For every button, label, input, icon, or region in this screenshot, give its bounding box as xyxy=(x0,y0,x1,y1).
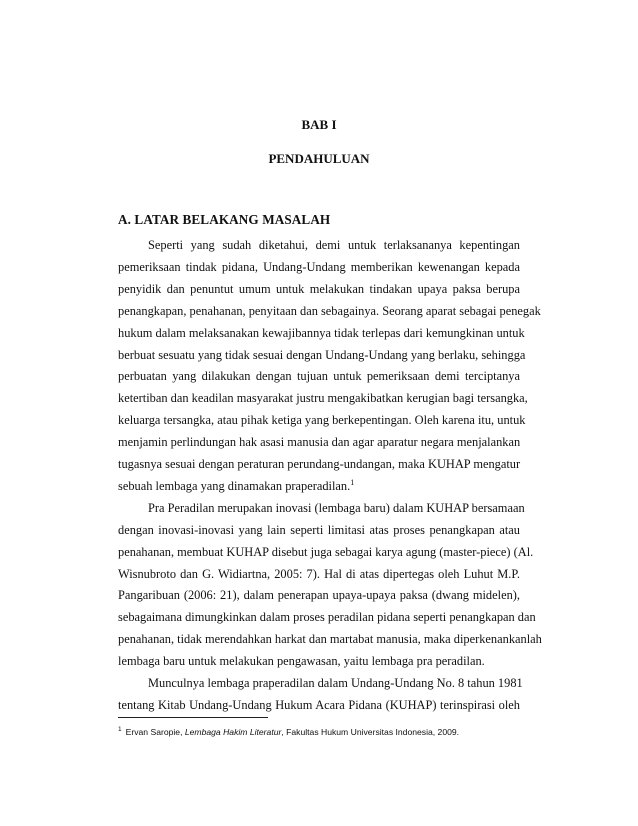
paragraph-line: perbuatan yang dilakukan dengan tujuan untuk pemeriksaan demi terciptanya xyxy=(118,369,520,384)
paragraph-line: dengan inovasi-inovasi yang lain seperti limitasi atas proses penangkapan atau xyxy=(118,522,520,537)
footnote-separator xyxy=(118,717,268,718)
paragraph-line: penahanan, tidak merendahkan harkat dan martabat manusia, maka diperkenankanlah xyxy=(118,632,542,647)
paragraph-line: pemeriksaan tindak pidana, Undang-Undang memberikan kewenangan kepada xyxy=(118,259,520,274)
footnote-author: Ervan Saropie, xyxy=(125,727,185,737)
footnote xyxy=(118,727,459,737)
paragraph-last-line xyxy=(118,478,520,494)
paragraph-line: penahanan, membuat KUHAP disebut juga sebagai karya agung (master-piece) (Al. xyxy=(118,544,534,559)
footnote-reference: 1 xyxy=(350,477,355,487)
section-heading: A. LATAR BELAKANG MASALAH xyxy=(118,212,331,227)
chapter-title: PENDAHULUAN xyxy=(268,151,370,166)
paragraph-line: Pangaribuan (2006: 21), dalam penerapan upaya-upaya paksa (dwang midelen), xyxy=(118,588,520,603)
paragraph-line-text: sebuah lembaga yang dinamakan praperadilan. xyxy=(118,478,351,493)
footnote-rest: , Fakultas Hukum Universitas Indonesia, 2009. xyxy=(281,727,460,737)
paragraph-line: ketertiban dan keadilan masyarakat justru mengakibatkan kerugian bagi tersangka, xyxy=(118,391,528,406)
paragraph-line: Wisnubroto dan G. Widiartna, 2005: 7). Hal di atas dipertegas oleh Luhut M.P. xyxy=(118,566,520,581)
paragraph-line: berbuat sesuatu yang tidak sesuai dengan Undang-Undang yang berlaku, sehingga xyxy=(118,347,526,362)
paragraph-line: Pra Peradilan merupakan inovasi (lembaga baru) dalam KUHAP bersamaan xyxy=(148,500,525,515)
paragraph-line: penyidik dan penuntut umum untuk melakukan tindakan upaya paksa berupa xyxy=(118,281,520,296)
paragraph-line: hukum dalam melaksanakan kewajibannya tidak terlepas dari kemungkinan untuk xyxy=(118,325,525,340)
paragraph-line: Seperti yang sudah diketahui, demi untuk terlaksananya kepentingan xyxy=(148,238,520,252)
paragraph-line: menjamin perlindungan hak asasi manusia dan agar aparatur negara menjalankan xyxy=(118,435,521,450)
paragraph-line: Munculnya lembaga praperadilan dalam Undang-Undang No. 8 tahun 1981 xyxy=(148,676,523,690)
paragraph-line: sebagaimana dimungkinkan dalam proses peradilan pidana seperti penangkapan dan xyxy=(118,610,536,625)
paragraph-line: tentang Kitab Undang-Undang Hukum Acara Pidana (KUHAP) terinspirasi oleh xyxy=(118,697,520,712)
paragraph-line: keluarga tersangka, atau pihak ketiga yang berkepentingan. Oleh karena itu, untuk xyxy=(118,413,526,428)
paragraph-line: tugasnya sesuai dengan peraturan perundang-undangan, maka KUHAP mengatur xyxy=(118,457,521,471)
paragraph-line: lembaga baru untuk melakukan pengawasan, yaitu lembaga pra peradilan. xyxy=(118,654,485,669)
footnote-number: 1 xyxy=(118,726,122,734)
paragraph-line: penangkapan, penahanan, penyitaan dan sebagainya. Seorang aparat sebagai penegak xyxy=(118,303,541,318)
footnote-title: Lembaga Hakim Literatur xyxy=(184,727,282,737)
chapter-number: BAB I xyxy=(301,117,337,132)
